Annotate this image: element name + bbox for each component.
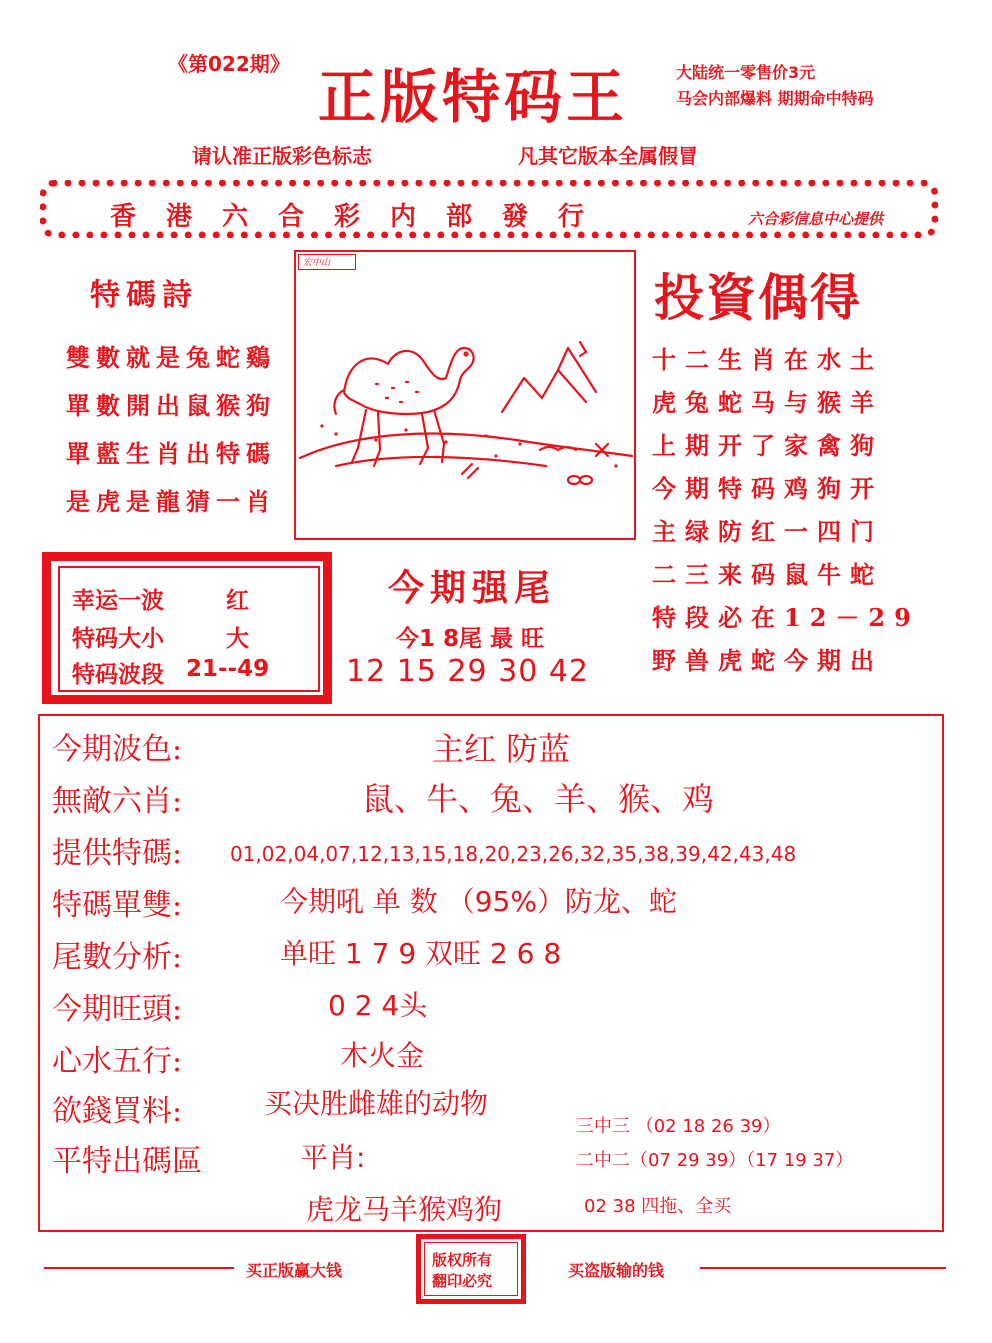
right-line-8: 野兽虎蛇今期出 — [652, 646, 883, 675]
right-line-2: 虎兔蛇马与猴羊 — [652, 388, 883, 417]
wave-color-value: 主红 防蓝 — [432, 730, 571, 768]
five-elements-value: 木火金 — [340, 1039, 425, 1072]
lucky-row-1-value: 红 — [226, 588, 249, 614]
camel-desert-drawing — [296, 252, 634, 538]
poem-line-4: 是虎是龍猜一肖 — [66, 487, 276, 516]
strong-tail-subtitle: 今1 8尾 最 旺 — [396, 626, 545, 652]
right-line-4: 今期特码鸡狗开 — [652, 474, 883, 503]
buy-tip-label: 欲錢買料: — [52, 1094, 183, 1129]
right-line-5: 主绿防红一四门 — [652, 517, 883, 546]
lucky-row-3-value: 21--49 — [186, 656, 270, 682]
lucky-row-1-label: 幸运一波 — [72, 588, 164, 614]
banner-text: 香港六合彩内部發行 — [110, 202, 615, 232]
footer-slogan-right: 买盗版输的钱 — [568, 1261, 665, 1280]
wave-color-label: 今期波色: — [52, 732, 183, 767]
right-line-3: 上期开了家禽狗 — [652, 431, 883, 460]
four-drag-combo: 02 38 四拖、全买 — [584, 1196, 732, 1217]
three-in-three: 三中三 （02 18 26 39） — [576, 1116, 781, 1137]
special-codes-label: 提供特碼: — [52, 836, 183, 871]
footer-rule-left — [44, 1267, 234, 1269]
flat-zodiac-value: 虎龙马羊猴鸡狗 — [306, 1193, 503, 1226]
lucky-row-2-value: 大 — [226, 626, 249, 652]
page-title: 正版特码王 — [318, 63, 629, 131]
poem-title: 特碼詩 — [90, 278, 198, 313]
issue-number: 《第022期》 — [168, 52, 290, 76]
right-line-7: 特段必在12－29 — [652, 603, 920, 632]
flat-code-label: 平特出碼區 — [52, 1144, 202, 1179]
lucky-row-2-label: 特码大小 — [72, 626, 164, 652]
two-in-three: 二中二（07 29 39）（17 19 37） — [576, 1150, 854, 1171]
odd-even-label: 特碼單雙: — [52, 888, 183, 923]
right-line-6: 二三来码鼠牛蛇 — [652, 560, 883, 589]
strong-tail-numbers: 12 15 29 30 42 — [346, 654, 590, 689]
tagline-text: 马会内部爆料 期期命中特码 — [676, 89, 874, 108]
strong-head-label: 今期旺頭: — [52, 992, 183, 1027]
buy-tip-value: 买决胜雌雄的动物 — [264, 1087, 489, 1120]
footer-rule-right — [700, 1267, 946, 1269]
strong-head-value: 0 2 4头 — [328, 989, 428, 1022]
six-zodiac-label: 無敵六肖: — [52, 784, 183, 819]
five-elements-label: 心水五行: — [52, 1044, 183, 1079]
authenticity-notice-right: 凡其它版本全属假冒 — [518, 144, 698, 168]
investment-title: 投資偶得 — [654, 268, 862, 327]
banner-credit: 六合彩信息中心提供 — [748, 210, 884, 228]
odd-even-value: 今期吼 单 数 （95%）防龙、蛇 — [280, 885, 677, 918]
tail-analysis-label: 尾數分析: — [52, 940, 183, 975]
footer-slogan-left: 买正版赢大钱 — [246, 1261, 343, 1280]
strong-tail-title: 今期强尾 — [388, 568, 557, 609]
poem-line-3: 單藍生肖出特碼 — [66, 439, 276, 468]
price-text: 大陆统一零售价3元 — [676, 63, 816, 82]
lucky-row-3-label: 特码波段 — [72, 662, 164, 688]
flat-zodiac-label: 平肖: — [300, 1141, 366, 1174]
six-zodiac-value: 鼠、牛、兔、羊、猴、鸡 — [362, 780, 715, 818]
special-codes-value: 01,02,04,07,12,13,15,18,20,23,26,32,35,38,39,42,43,48 — [230, 842, 797, 866]
copyright-line-1: 版权所有 — [432, 1251, 493, 1269]
camel-illustration — [294, 250, 636, 540]
authenticity-notice-left: 请认准正版彩色标志 — [192, 144, 372, 168]
poem-line-2: 單數開出鼠猴狗 — [66, 391, 276, 420]
poem-line-1: 雙數就是兔蛇鷄 — [66, 343, 276, 372]
illustration-tag: 宏中山 — [298, 254, 356, 270]
copyright-line-2: 翻印必究 — [432, 1272, 493, 1290]
tail-analysis-value: 单旺 1 7 9 双旺 2 6 8 — [280, 937, 562, 970]
right-line-1: 十二生肖在水土 — [652, 345, 883, 374]
